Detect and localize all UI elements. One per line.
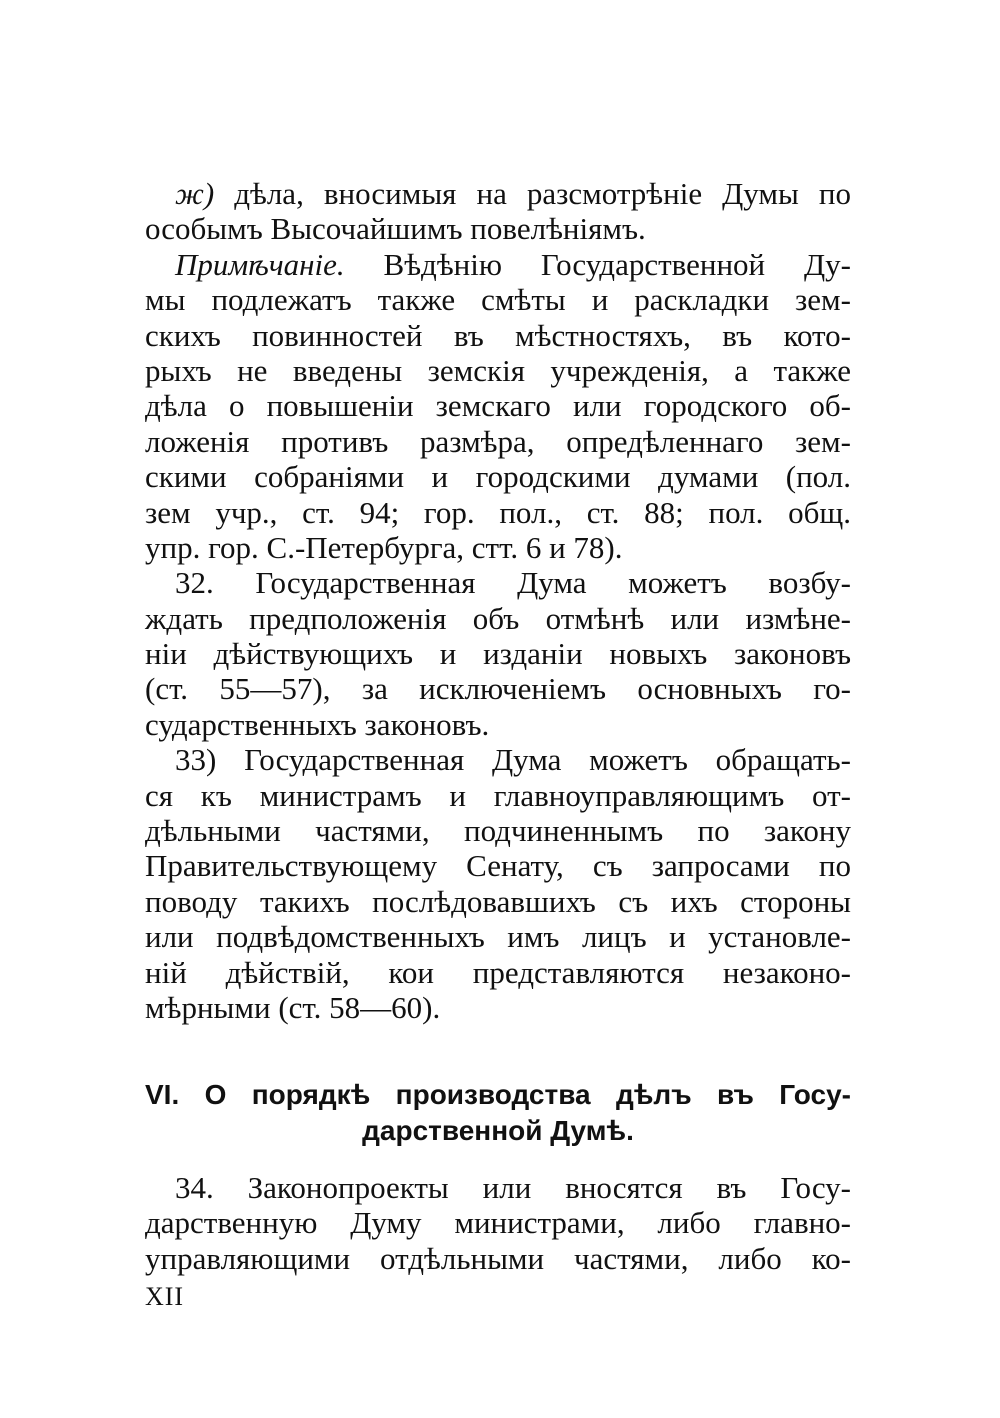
text-line: (ст. 55—57), за исключеніемъ основныхъ го-: [145, 671, 851, 707]
text-line: особымъ Высочайшимъ повелѣніямъ.: [145, 211, 646, 247]
text-line: рыхъ не введены земскія учрежденія, а также: [145, 352, 851, 388]
text-line: поводу такихъ послѣдовавшихъ съ ихъ стороны: [145, 883, 851, 919]
text-line: сударственныхъ законовъ.: [145, 706, 490, 742]
text-line: или подвѣдомственныхъ имъ лицъ и установле-: [145, 919, 851, 955]
section-heading: [145, 1077, 851, 1149]
text-line: ній дѣйствій, кои представляются незаконо-: [145, 954, 851, 990]
text-line: дѣла о повышеніи земскаго или городского об-: [145, 388, 851, 424]
text-line: ждать предположенія объ отмѣнѣ или измѣне-: [145, 600, 851, 636]
text-line: упр. гор. С.-Петербурга, стт. 6 и 78).: [145, 529, 623, 565]
text-line: управляющими отдѣльными частями, либо ко-: [145, 1240, 851, 1276]
article-34-line: 34. Законопроекты или вносятся въ Госу-: [175, 1170, 851, 1205]
text-line: Правительствующему Сенату, съ запросами по: [145, 848, 851, 884]
text-line: [145, 176, 851, 211]
line-text: Вѣдѣнію Государственной Ду-: [344, 246, 851, 282]
line-text: дѣла, вносимыя на разсмотрѣніе Думы по: [214, 176, 851, 211]
text-line: скихъ повинностей въ мѣстностяхъ, въ кото-: [145, 317, 851, 353]
text-line: ніи дѣйствующихъ и изданіи новыхъ законовъ: [145, 636, 851, 672]
text-line: [145, 247, 851, 282]
article-34: [145, 1170, 851, 1276]
heading-line-1: VI. О порядкѣ производства дѣлъ въ Госу-: [145, 1079, 851, 1110]
article-33-line: 33) Государственная Дума можетъ обращать-: [175, 742, 851, 778]
text-line: дѣльными частями, подчиненнымъ по закону: [145, 813, 851, 849]
text-line: скими собраніями и городскими думами (пол.: [145, 459, 851, 495]
article-32-line: 32. Государственная Дума можетъ возбу-: [175, 565, 851, 601]
text-line: ложенія противъ размѣра, опредѣленнаго зем-: [145, 423, 851, 459]
text-line: мѣрными (ст. 58—60).: [145, 989, 441, 1025]
note-label: Примѣчаніе.: [175, 246, 345, 282]
heading-line-2: дарственной Думѣ.: [362, 1115, 634, 1146]
body-text: [145, 176, 851, 1025]
text-line: дарственную Думу министрами, либо главно-: [145, 1205, 851, 1241]
text-line: ся къ министрамъ и главноуправляющимъ от-: [145, 777, 851, 813]
item-marker: ж): [175, 176, 215, 211]
text-line: зем учр., ст. 94; гор. пол., ст. 88; пол. общ.: [145, 494, 851, 530]
page-folio: XII: [145, 1282, 185, 1311]
text-line: мы подлежатъ также смѣты и раскладки зем-: [145, 282, 851, 318]
